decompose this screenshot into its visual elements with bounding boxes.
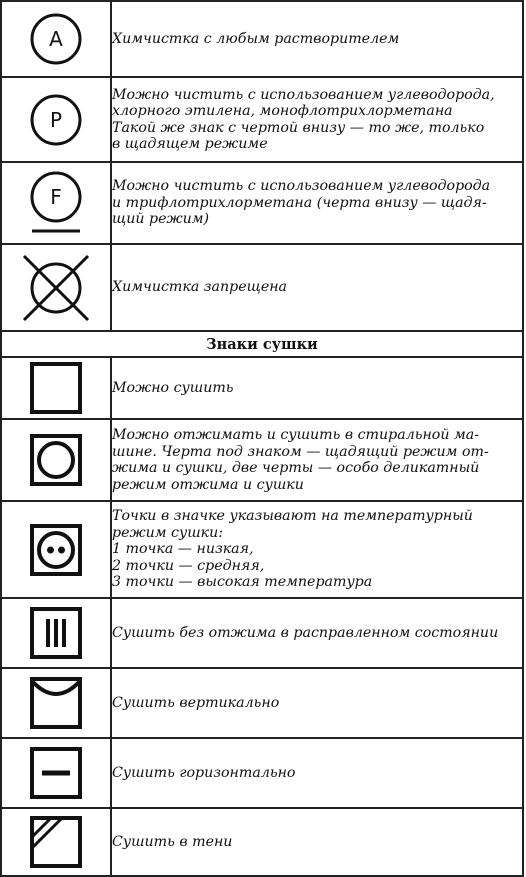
section-header: Знаки сушки	[1, 331, 523, 357]
description-cell	[111, 244, 523, 331]
table-row	[1, 162, 523, 244]
symbol-letter: P	[49, 107, 63, 132]
description-line: 3 точки — высокая температура	[112, 574, 373, 591]
description-line: Сушить в тени	[112, 833, 233, 850]
description-cell	[111, 668, 523, 738]
square-sag-icon	[28, 675, 84, 731]
circle-f-underline-icon	[26, 169, 86, 237]
description-line: режим сушки:	[112, 524, 224, 541]
symbol-letter: A	[49, 27, 63, 51]
symbol-cell	[1, 501, 111, 598]
square-shade-icon	[28, 814, 84, 870]
square-circle-dots-icon	[28, 522, 84, 578]
square-horizontal-bar-icon	[28, 745, 84, 801]
description-cell	[111, 738, 523, 808]
description-line: Можно отжимать и сушить в стиральной ма-	[112, 427, 479, 443]
symbol-cell	[1, 1, 111, 77]
description-cell	[111, 598, 523, 668]
symbol-cell	[1, 162, 111, 244]
description-line: хлорного этилена, монофлотрихлорметана	[112, 103, 453, 119]
symbol-cell	[1, 738, 111, 808]
table-row	[1, 357, 523, 419]
crossed-circle-icon	[18, 250, 94, 326]
description-line: Сушить вертикально	[112, 694, 280, 711]
symbol-cell	[1, 77, 111, 162]
table-row	[1, 77, 523, 162]
description-line: жима и сушки, две черты — особо деликатный	[112, 460, 480, 476]
symbol-cell	[1, 419, 111, 501]
description-line: Такой же знак с чертой внизу — то же, только	[112, 119, 485, 136]
description-line: щий режим)	[112, 211, 210, 228]
description-line: Химчистка запрещена	[112, 279, 288, 296]
description-line: Точки в значке указывают на температурный	[112, 508, 473, 525]
table-row	[1, 598, 523, 668]
description-line: 1 точка — низкая,	[112, 541, 254, 558]
description-line: Химчистка с любым растворителем	[112, 30, 400, 47]
table-row	[1, 419, 523, 501]
table-row	[1, 501, 523, 598]
symbol-cell	[1, 808, 111, 876]
description-line: 2 точки — средняя,	[112, 557, 265, 574]
table-row	[1, 1, 523, 77]
symbol-letter: F	[50, 185, 62, 209]
description-line: и трифлотрихлорметана (черта внизу — щадя-	[112, 194, 487, 211]
description-cell	[111, 77, 523, 162]
symbol-cell	[1, 668, 111, 738]
circle-a-icon	[28, 11, 84, 67]
description-cell	[111, 162, 523, 244]
symbol-cell	[1, 598, 111, 668]
description-line: Можно сушить	[112, 379, 234, 396]
description-line: Сушить без отжима в расправленном состоянии	[112, 624, 499, 641]
table-row	[1, 668, 523, 738]
table-row	[1, 738, 523, 808]
table-row	[1, 808, 523, 876]
description-line: Можно чистить с использованием углеводорода,	[112, 86, 495, 103]
description-cell	[111, 1, 523, 77]
symbol-cell	[1, 244, 111, 331]
description-cell	[111, 501, 523, 598]
square-icon	[28, 360, 84, 416]
description-cell	[111, 808, 523, 876]
description-cell	[111, 357, 523, 419]
description-line: шине. Черта под знаком — щадящий режим от-	[112, 443, 489, 460]
section-header-row	[1, 331, 523, 357]
square-three-bars-icon	[28, 605, 84, 661]
square-circle-icon	[28, 432, 84, 488]
table-row	[1, 244, 523, 331]
symbol-cell	[1, 357, 111, 419]
description-cell	[111, 419, 523, 501]
description-line: Сушить горизонтально	[112, 764, 296, 781]
description-line: в щадящем режиме	[112, 136, 268, 152]
circle-p-icon	[28, 92, 84, 148]
description-line: режим отжима и сушки	[112, 476, 304, 493]
description-line: Можно чистить с использованием углеводорода	[112, 178, 491, 195]
